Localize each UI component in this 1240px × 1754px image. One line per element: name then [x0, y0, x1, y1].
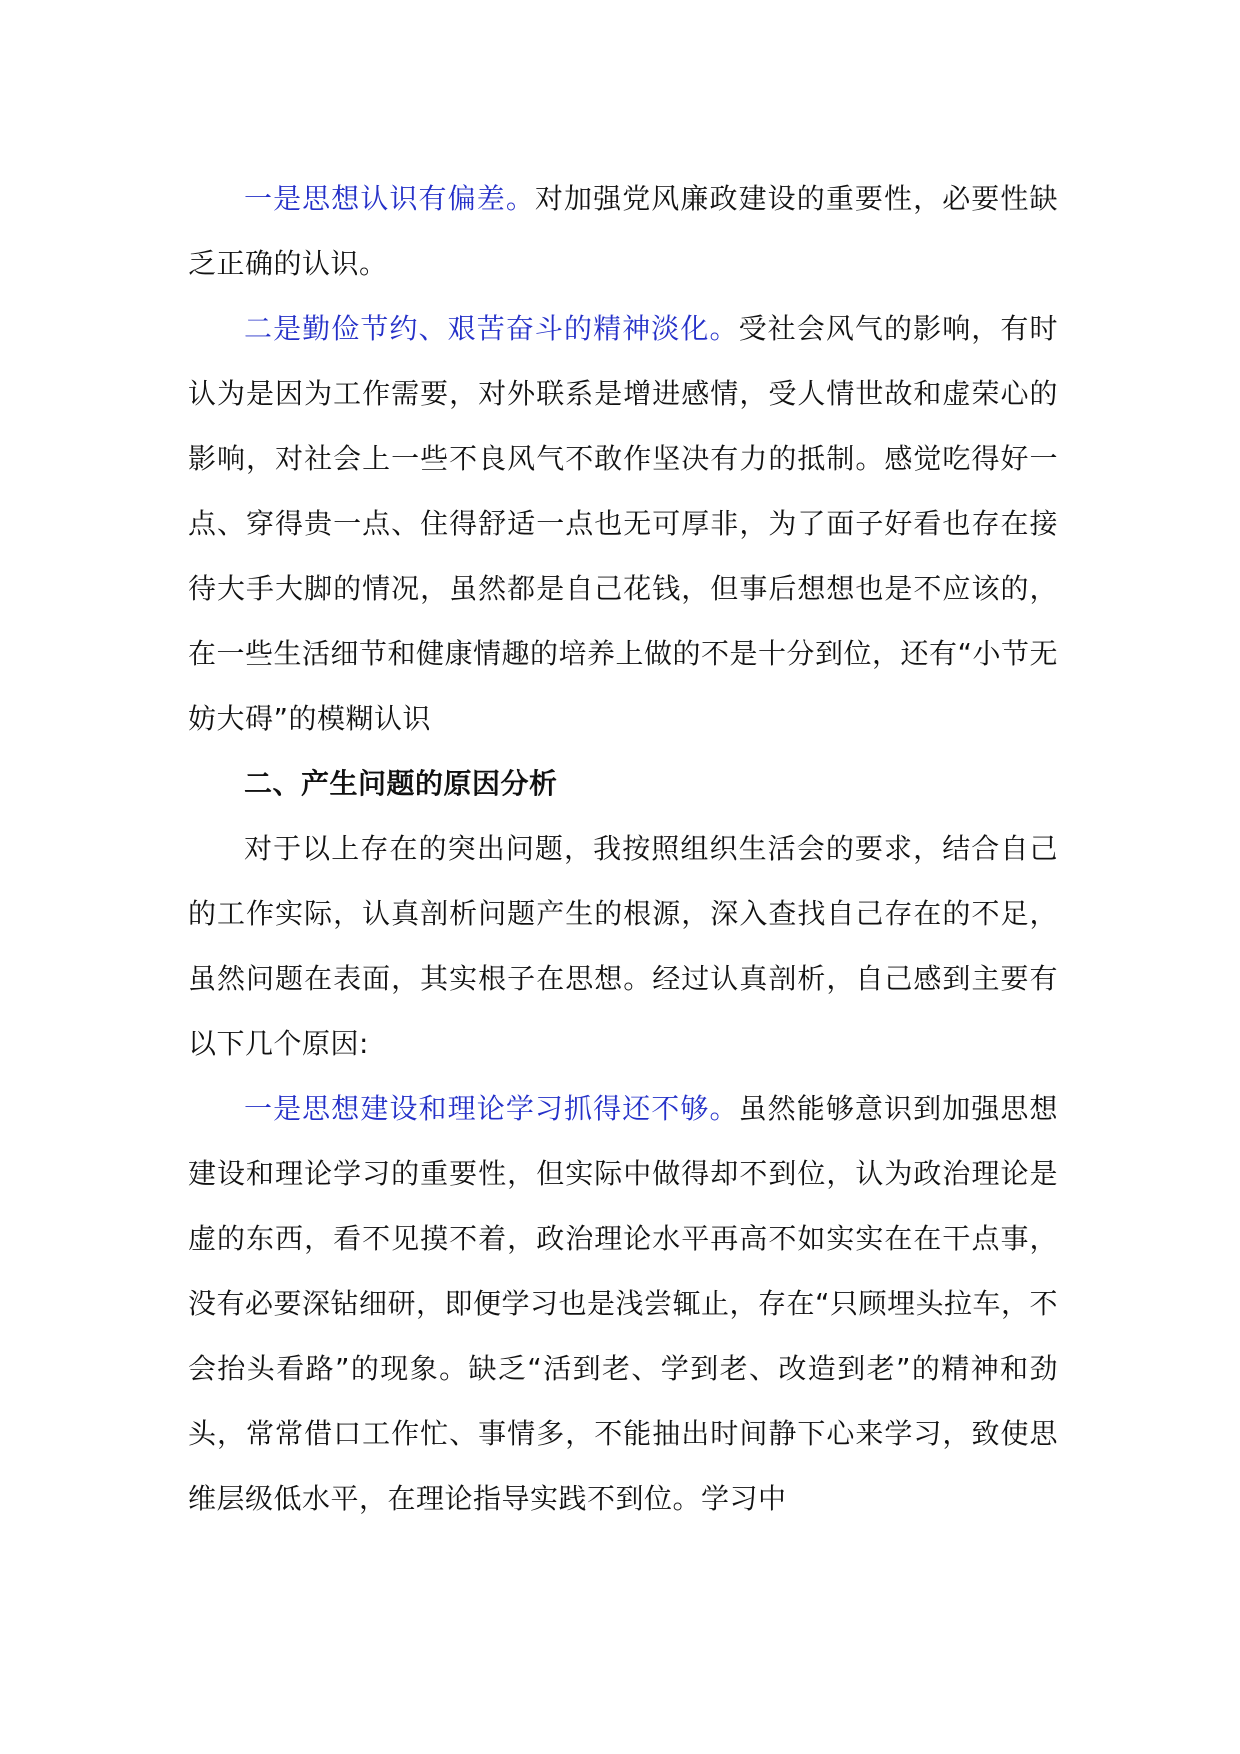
paragraph-intro: 对于以上存在的突出问题，我按照组织生活会的要求，结合自己的工作实际，认真剖析问题产生的根源，深入查找自己存在的不足，虽然问题在表面，其实根子在思想。经过认真剖析，自己感到主要有以下几个原因:	[188, 832, 1058, 1060]
highlight-text: 一是思想认识有偏差。	[244, 182, 535, 215]
paragraph-problem-2	[188, 296, 1058, 751]
highlight-text: 一是思想建设和理论学习抓得还不够。	[244, 1092, 739, 1125]
section-heading: 二、产生问题的原因分析	[244, 767, 558, 800]
document-body	[188, 166, 1058, 1531]
body-text: 虽然能够意识到加强思想建设和理论学习的重要性，但实际中做得却不到位，认为政治理论是虚的东西，看不见摸不着，政治理论水平再高不如实实在在干点事，没有必要深钻细研，即便学习也是浅尝辄止，存在“只顾埋头拉车，不会抬头看路”的现象。缺乏“活到老、学到老、改造到老”的精神和劲头，常常借口工作忙、事情多，不能抽出时间静下心来学习，致使思维层级低水平，在理论指导实践不到位。学习中	[188, 1092, 1059, 1515]
paragraph-cause-1	[188, 1076, 1058, 1531]
body-text: 对加强党风廉政建设的重要性，必要性缺乏正确的认识。	[188, 182, 1058, 280]
body-text: 受社会风气的影响，有时认为是因为工作需要，对外联系是增进感情，受人情世故和虚荣心的影响，对社会上一些不良风气不敢作坚决有力的抵制。感觉吃得好一点、穿得贵一点、住得舒适一点也无可厚非，为了面子好看也存在接待大手大脚的情况，虽然都是自己花钱，但事后想想也是不应该的，在一些生活细节和健康情趣的培养上做的不是十分到位，还有“小节无妨大碍”的模糊认识	[188, 312, 1059, 735]
paragraph-problem-1	[188, 166, 1058, 296]
highlight-text: 二是勤俭节约、艰苦奋斗的精神淡化。	[244, 312, 739, 345]
